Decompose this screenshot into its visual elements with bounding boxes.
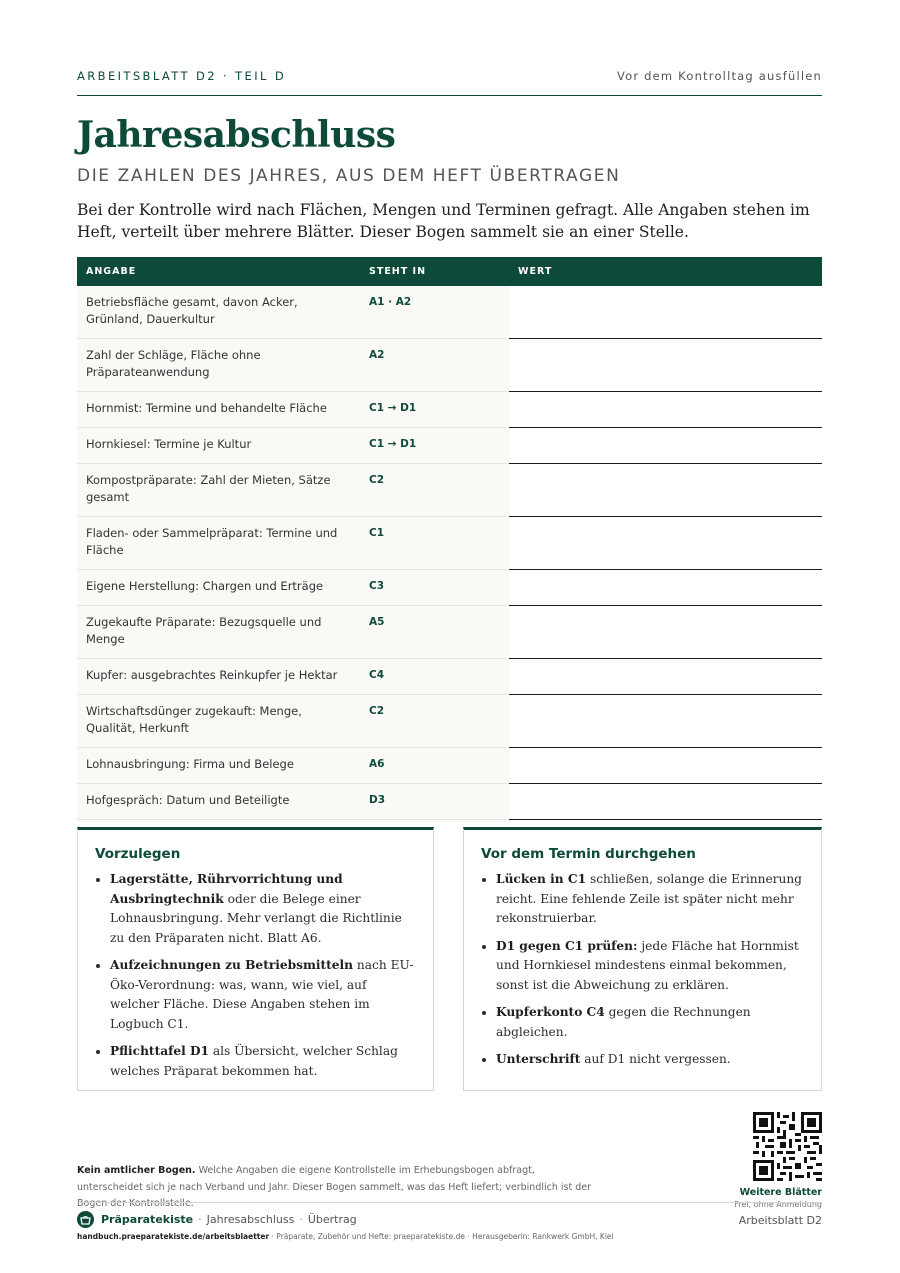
row-reference: C3: [360, 570, 509, 606]
footer-divider: [77, 1202, 822, 1203]
value-field[interactable]: [509, 286, 822, 339]
value-field[interactable]: [509, 659, 822, 695]
item-bold: Pflichttafel D1: [110, 1044, 210, 1058]
summary-table: [77, 257, 822, 820]
table-row: [77, 464, 822, 517]
qr-label: Weitere Blätter: [739, 1187, 822, 1198]
separator: ·: [299, 1213, 303, 1226]
row-label: Kupfer: ausgebrachtes Reinkupfer je Hektar: [77, 659, 360, 695]
basket-logo-icon: [77, 1211, 94, 1228]
list-item: [95, 956, 416, 1034]
handbook-link[interactable]: handbuch.praeparatekiste.de/arbeitsblaetter: [77, 1232, 270, 1241]
row-reference: C4: [360, 659, 509, 695]
table-row: [77, 428, 822, 464]
table-row: [77, 784, 822, 820]
qr-sublabel: Frei, ohne Anmeldung: [734, 1200, 822, 1209]
value-field[interactable]: [509, 428, 822, 464]
item-text: oder die Belege einer Lohnausbringung. Mehr verlangt die Richtlinie zu den Präparaten nicht. Blatt A6.: [110, 891, 402, 945]
table-row: [77, 748, 822, 784]
list-item: [481, 1050, 804, 1070]
durchgehen-title: Vor dem Termin durchgehen: [481, 846, 696, 862]
item-text: jede Fläche hat Hornmist und Hornkiesel mindestens einmal bekommen, sonst ist die Abweichung zu erklären.: [496, 938, 799, 992]
item-bold: D1 gegen C1 prüfen:: [496, 938, 638, 953]
value-field[interactable]: [509, 339, 822, 392]
table-row: [77, 517, 822, 570]
worksheet-page: [77, 0, 822, 1273]
table-row: [77, 659, 822, 695]
vorzulegen-list: [95, 870, 416, 1081]
footer-brand: [77, 1211, 357, 1228]
value-field[interactable]: [509, 392, 822, 428]
row-label: Lohnausbringung: Firma und Belege: [77, 748, 360, 784]
row-reference: C2: [360, 464, 509, 517]
vorzulegen-box: [77, 827, 434, 1091]
value-field[interactable]: [509, 464, 822, 517]
page-subtitle: DIE ZAHLEN DES JAHRES, AUS DEM HEFT ÜBERTRAGEN: [77, 166, 621, 186]
row-label: Hornkiesel: Termine je Kultur: [77, 428, 360, 464]
row-reference: A2: [360, 339, 509, 392]
table-row: [77, 695, 822, 748]
separator: ·: [198, 1213, 202, 1226]
row-label: Hofgespräch: Datum und Beteiligte: [77, 784, 360, 820]
footer-url-line: [77, 1232, 614, 1241]
row-reference: C1 → D1: [360, 428, 509, 464]
value-field[interactable]: [509, 570, 822, 606]
row-label: Hornmist: Termine und behandelte Fläche: [77, 392, 360, 428]
footer-crumb-1: Jahresabschluss: [206, 1213, 295, 1226]
footer-crumb-2: Übertrag: [307, 1213, 357, 1226]
top-bar: [77, 69, 822, 96]
row-reference: C1 → D1: [360, 392, 509, 428]
row-label: Zugekaufte Präparate: Bezugsquelle und Menge: [77, 606, 360, 659]
row-label: Betriebsfläche gesamt, davon Acker, Grünland, Dauerkultur: [77, 286, 360, 339]
value-field[interactable]: [509, 748, 822, 784]
table-row: [77, 286, 822, 339]
item-text: schließen, solange die Erinnerung reicht. Eine fehlende Zeile ist später nicht mehr rekonstruierbar.: [496, 872, 802, 925]
sheet-kicker: ARBEITSBLATT D2 · TEIL D: [77, 69, 287, 83]
item-bold: Aufzeichnungen zu Betriebsmitteln: [110, 958, 354, 972]
row-label: Eigene Herstellung: Chargen und Erträge: [77, 570, 360, 606]
value-field[interactable]: [509, 517, 822, 570]
item-bold: Unterschrift: [496, 1052, 581, 1066]
table-row: [77, 339, 822, 392]
row-label: Fladen- oder Sammelpräparat: Termine und Fläche: [77, 517, 360, 570]
row-reference: D3: [360, 784, 509, 820]
row-reference: C1: [360, 517, 509, 570]
disclaimer-bold: Kein amtlicher Bogen.: [77, 1165, 196, 1176]
item-bold: Lücken in C1: [496, 872, 587, 886]
row-label: Kompostpräparate: Zahl der Mieten, Sätze gesamt: [77, 464, 360, 517]
column-header-steht-in: STEHT IN: [360, 257, 509, 286]
list-item: [95, 1042, 416, 1081]
footer-url-rest: · Präparate, Zubehör und Hefte: praeparatekiste.de · Herausgeberin: Rankwerk GmbH, Kiel: [269, 1232, 614, 1241]
row-reference: A1 · A2: [360, 286, 509, 339]
durchgehen-box: [463, 827, 822, 1091]
row-label: Zahl der Schläge, Fläche ohne Präparateanwendung: [77, 339, 360, 392]
item-bold: Lagerstätte, Rührvorrichtung und Ausbringtechnik: [110, 872, 343, 906]
table-header-row: [77, 257, 822, 286]
row-reference: C2: [360, 695, 509, 748]
brand-name: Präparatekiste: [101, 1213, 194, 1226]
column-header-wert: WERT: [509, 257, 822, 286]
list-item: [481, 1003, 804, 1042]
list-item: [481, 870, 804, 929]
item-text: nach EU-Öko-Verordnung: was, wann, wie viel, auf welcher Fläche. Diese Angaben stehen im Logbuch C1.: [110, 958, 414, 1031]
header-note: Vor dem Kontrolltag ausfüllen: [616, 69, 822, 83]
table-row: [77, 606, 822, 659]
item-text: als Übersicht, welcher Schlag welches Präparat bekommen hat.: [110, 1044, 398, 1078]
sheet-id: Arbeitsblatt D2: [738, 1214, 822, 1227]
item-bold: Kupferkonto C4: [496, 1005, 605, 1019]
list-item: [95, 870, 416, 948]
row-reference: A5: [360, 606, 509, 659]
value-field[interactable]: [509, 606, 822, 659]
disclaimer-text: Welche Angaben die eigene Kontrollstelle im Erhebungsbogen abfragt, unterscheidet sich je nach Verband und Jahr. Dieser Bogen sammelt, was das Heft liefert; verbindlich ist der Bogen der Kontrollstelle.: [77, 1165, 592, 1209]
column-header-angabe: ANGABE: [77, 257, 360, 286]
durchgehen-list: [481, 870, 804, 1070]
item-text: auf D1 nicht vergessen.: [580, 1052, 731, 1066]
value-field[interactable]: [509, 784, 822, 820]
row-label: Wirtschaftsdünger zugekauft: Menge, Qualität, Herkunft: [77, 695, 360, 748]
table-row: [77, 570, 822, 606]
row-reference: A6: [360, 748, 509, 784]
value-field[interactable]: [509, 695, 822, 748]
list-item: [481, 937, 804, 996]
item-text: gegen die Rechnungen abgleichen.: [496, 1005, 751, 1039]
intro-text: Bei der Kontrolle wird nach Flächen, Mengen und Terminen gefragt. Alle Angaben stehen im Heft, verteilt über mehrere Blätter. Dieser Bogen sammelt sie an einer Stelle.: [77, 201, 810, 241]
vorzulegen-title: Vorzulegen: [95, 846, 181, 862]
page-title: Jahresabschluss: [77, 114, 396, 156]
table-row: [77, 392, 822, 428]
qr-code-icon[interactable]: [753, 1112, 822, 1181]
disclaimer: [77, 1163, 597, 1213]
